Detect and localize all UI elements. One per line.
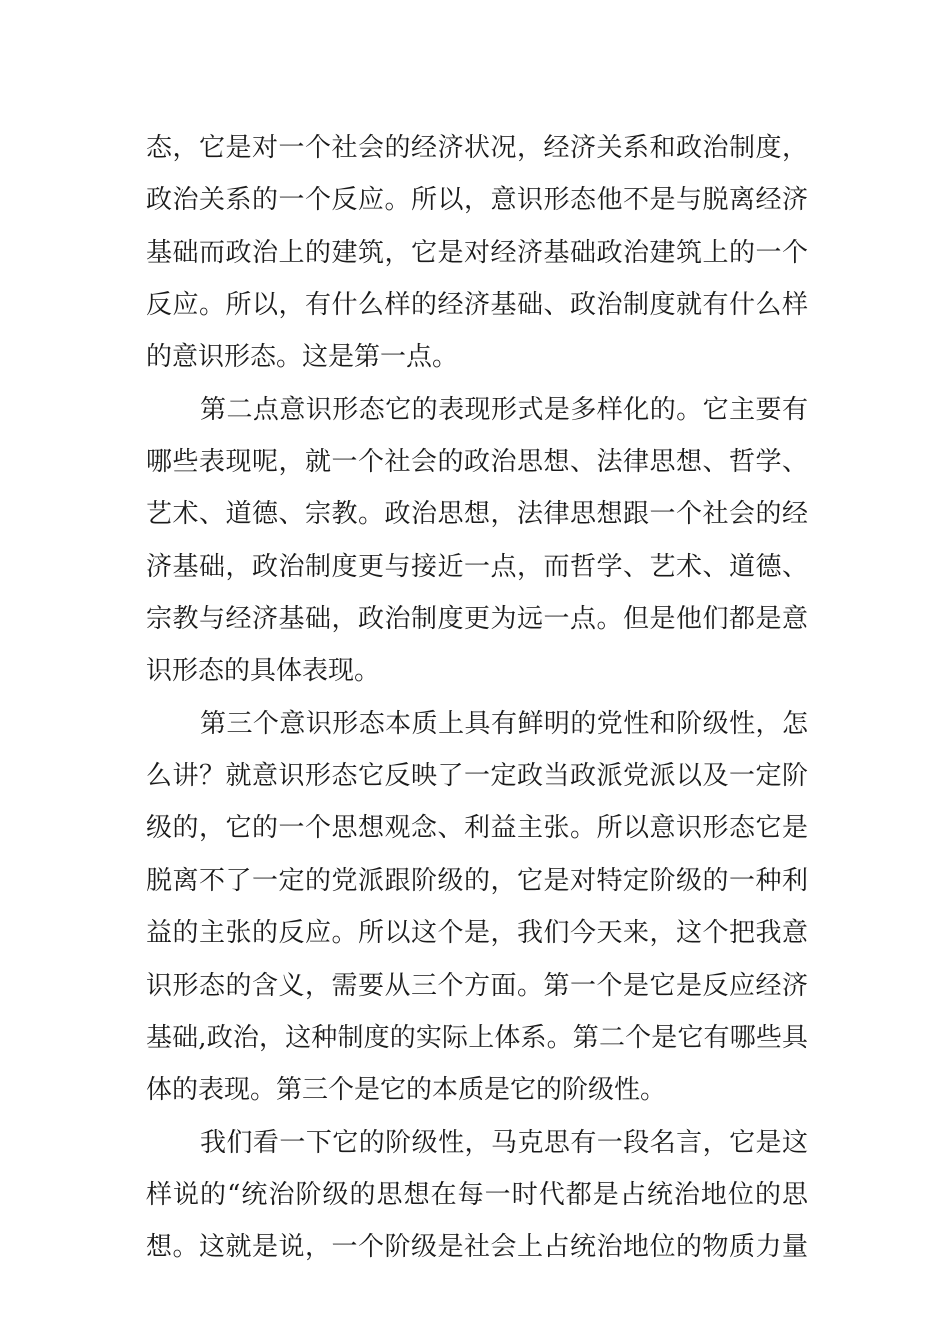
text-line: 反应。所以，有什么样的经济基础、政治制度就有什么样	[146, 290, 808, 321]
body-text	[146, 122, 808, 1274]
text-line: 想。这就是说，一个阶级是社会上占统治地位的物质力量	[146, 1232, 808, 1263]
text-line: 第三个意识形态本质上具有鲜明的党性和阶级性，怎	[200, 708, 808, 739]
text-line: 的意识形态。这是第一点。	[146, 342, 459, 373]
text-line: 识形态的具体表现。	[146, 656, 381, 687]
text-line: 基础,政治，这种制度的实际上体系。第二个是它有哪些具	[146, 1022, 808, 1053]
text-line: 政治关系的一个反应。所以，意识形态他不是与脱离经济	[146, 185, 808, 216]
text-line: 体的表现。第三个是它的本质是它的阶级性。	[146, 1075, 667, 1106]
text-line: 宗教与经济基础，政治制度更为远一点。但是他们都是意	[146, 604, 808, 635]
text-line: 济基础，政治制度更与接近一点，而哲学、艺术、道德、	[146, 551, 808, 582]
text-line: 益的主张的反应。所以这个是，我们今天来，这个把我意	[146, 918, 808, 949]
text-line: 我们看一下它的阶级性，马克思有一段名言，它是这	[200, 1127, 808, 1158]
text-line: 级的，它的一个思想观念、利益主张。所以意识形态它是	[146, 813, 808, 844]
text-line: 艺术、道德、宗教。政治思想，法律思想跟一个社会的经	[146, 499, 808, 530]
text-line: 识形态的含义，需要从三个方面。第一个是它是反应经济	[146, 970, 808, 1001]
text-line: 样说的“统治阶级的思想在每一时代都是占统治地位的思	[146, 1179, 808, 1210]
text-line: 态，它是对一个社会的经济状况，经济关系和政治制度，	[146, 133, 808, 163]
text-line: 脱离不了一定的党派跟阶级的，它是对特定阶级的一种利	[146, 865, 808, 896]
text-line: 哪些表现呢，就一个社会的政治思想、法律思想、哲学、	[146, 447, 808, 478]
text-line: 基础而政治上的建筑，它是对经济基础政治建筑上的一个	[146, 237, 808, 268]
text-line: 么讲？就意识形态它反映了一定政当政派党派以及一定阶	[146, 761, 808, 792]
text-line: 第二点意识形态它的表现形式是多样化的。它主要有	[200, 394, 808, 425]
